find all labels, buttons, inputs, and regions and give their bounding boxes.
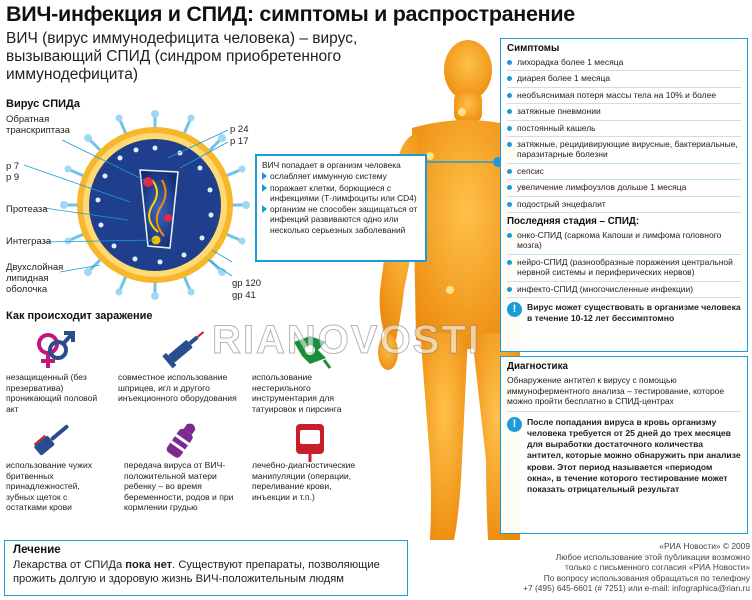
arrow-right-icon <box>262 205 267 213</box>
treatment-title: Лечение <box>13 544 61 556</box>
virus-section-title: Вирус СПИДа <box>6 98 81 110</box>
infection-item-3-text: использование нестерильного инструментария для татуировок и пирсинга <box>252 372 342 414</box>
bullet-dot-icon <box>507 260 512 265</box>
symptoms-list <box>507 55 741 213</box>
lymph-node-marker <box>446 286 454 294</box>
bullet-dot-icon <box>507 287 512 292</box>
infection-item-6-text: лечебно-диагностические манипуляции (операции, переливание крови, инъекции и т.п.) <box>252 460 356 502</box>
symptom-item: сепсис <box>507 164 741 180</box>
virus-progression-callout <box>255 154 427 262</box>
blood-bag-icon <box>288 418 332 462</box>
arrow-right-icon <box>262 184 267 192</box>
infection-item-1-text: незащищенный (без презерватива) проникающий половой акт <box>6 372 98 414</box>
bullet-dot-icon <box>507 202 512 207</box>
symptom-item: необъяснимая потеря массы тела на 10% и более <box>507 88 741 104</box>
exclamation-icon: ! <box>507 417 522 432</box>
bullet-dot-icon <box>507 126 512 131</box>
last-stage-item: инфекто-СПИД (многочисленные инфекции) <box>507 282 741 298</box>
symptoms-panel <box>500 38 748 352</box>
callout-line-2: ослабляет иммунную систему <box>262 171 420 181</box>
credits-contact: +7 (495) 645-6601 (# 7251) или e-mail: infographica@rian.ru <box>523 583 750 594</box>
treatment-line-1: Лекарства от СПИДа пока нет. Существуют препараты, позволяющие <box>13 559 380 571</box>
baby-bottle-icon <box>160 418 204 462</box>
infection-item-5-text: передача вируса от ВИЧ-положительной матери ребенку – во время беременности, родов и при кормлении грудью <box>124 460 234 512</box>
page-title: ВИЧ-инфекция и СПИД: симптомы и распространение <box>6 2 575 26</box>
credits-line-2: Любое использование этой публикации возможно <box>555 551 750 562</box>
callout-line-4: организм не способен защищаться от инфекций развиваются одно или несколько серьезных заболеваний <box>262 204 420 235</box>
symptom-item: подострый энцефалит <box>507 197 741 213</box>
bullet-dot-icon <box>507 76 512 81</box>
bullet-dot-icon <box>507 142 512 147</box>
razor-icon <box>32 418 76 462</box>
symptom-item: диарея более 1 месяца <box>507 71 741 87</box>
label-gp120: gp 120 <box>232 278 262 289</box>
infection-item-2-text: совместное использование шприцев, игл и другого инъекционного оборудования <box>118 372 237 403</box>
last-stage-item: онко-СПИД (саркома Капоши и лимфома головного мозга) <box>507 228 741 255</box>
label-p7: р 7 <box>6 161 20 172</box>
label-reverse-transcriptase: Обратная транскриптаза <box>6 114 70 136</box>
label-p9: р 9 <box>6 172 20 183</box>
credits-line-3: только с письменного согласия «РИА Новости» <box>564 562 750 573</box>
callout-connector <box>426 140 506 190</box>
infection-section-title: Как происходит заражение <box>6 310 153 322</box>
page-subtitle: ВИЧ (вирус иммунодефицита человека) – вирус, вызывающий СПИД (синдром приобретенного иммунодефицита) <box>6 30 358 83</box>
latency-note: ! Вирус может существовать в организме человека в течение 10-12 лет бессимптомно <box>507 302 741 323</box>
treatment-line-2: прожить долгую и здоровую жизнь ВИЧ-положительным людям <box>13 573 344 585</box>
callout-line-1: ВИЧ попадает в организм человека <box>262 160 401 170</box>
infection-item-4-text: использование чужих бритвенных принадлежностей, зубных щеток с остатками крови <box>6 460 93 512</box>
bullet-dot-icon <box>507 109 512 114</box>
last-stage-item: нейро-СПИД (разнообразные поражения центральной нервной системы и периферических нервов) <box>507 255 741 282</box>
label-p17: р 17 <box>230 136 249 147</box>
symptom-item: лихорадка более 1 месяца <box>507 55 741 71</box>
label-protease: Протеаза <box>6 204 48 215</box>
diagnostics-panel <box>500 356 748 534</box>
callout-line-3: поражает клетки, борющиеся с инфекциями (Т-лимфоциты или CD4) <box>262 183 420 204</box>
human-body-figure <box>350 40 520 550</box>
exclamation-icon: ! <box>507 302 522 317</box>
last-stage-title: Последняя стадия – СПИД: <box>507 216 640 228</box>
diagnostics-title: Диагностика <box>507 361 568 372</box>
window-period-note: ! После попадания вируса в кровь организму человека требуется от 25 дней до трех месяцев для выработки достаточного количества антител, которые можно обнаружить при анализе крови. Этот период называется «периодом окна», в течение которого тестирование может показать отрицательный результат <box>507 417 741 495</box>
label-gp41: gp 41 <box>232 290 256 301</box>
arrow-right-icon <box>262 172 267 180</box>
symptom-item: затяжные пневмонии <box>507 104 741 120</box>
label-p24: р 24 <box>230 124 249 135</box>
symptom-item: увеличение лимфоузлов дольше 1 месяца <box>507 180 741 196</box>
symptom-item: постоянный кашель <box>507 121 741 137</box>
diagnostics-text: Обнаружение антител к вирусу с помощью иммуноферментного анализа – тестирование, которое можно пройти бесплатно в СПИД-центрах <box>507 375 741 412</box>
bullet-dot-icon <box>507 169 512 174</box>
credits <box>432 541 750 594</box>
label-lipid-membrane: Двухслойная липидная оболочка <box>6 262 64 295</box>
symptoms-title: Симптомы <box>507 43 560 54</box>
gender-symbols-icon <box>32 328 76 372</box>
label-integrase: Интеграза <box>6 236 52 247</box>
symptom-item: затяжные, рецидивирующие вирусные, бактериальные, паразитарные болезни <box>507 137 741 164</box>
credits-line-4: По вопросу использования обращаться по телефону <box>543 572 750 583</box>
watermark: RIANOVOSTI <box>212 318 481 362</box>
syringe-icon <box>160 328 204 372</box>
last-stage-list <box>507 228 741 298</box>
bullet-dot-icon <box>507 233 512 238</box>
treatment-panel <box>4 540 408 596</box>
bullet-dot-icon <box>507 93 512 98</box>
bullet-dot-icon <box>507 60 512 65</box>
credits-copyright: «РИА Новости» © 2009 <box>659 541 750 551</box>
lymph-node-marker <box>458 108 466 116</box>
bullet-dot-icon <box>507 185 512 190</box>
